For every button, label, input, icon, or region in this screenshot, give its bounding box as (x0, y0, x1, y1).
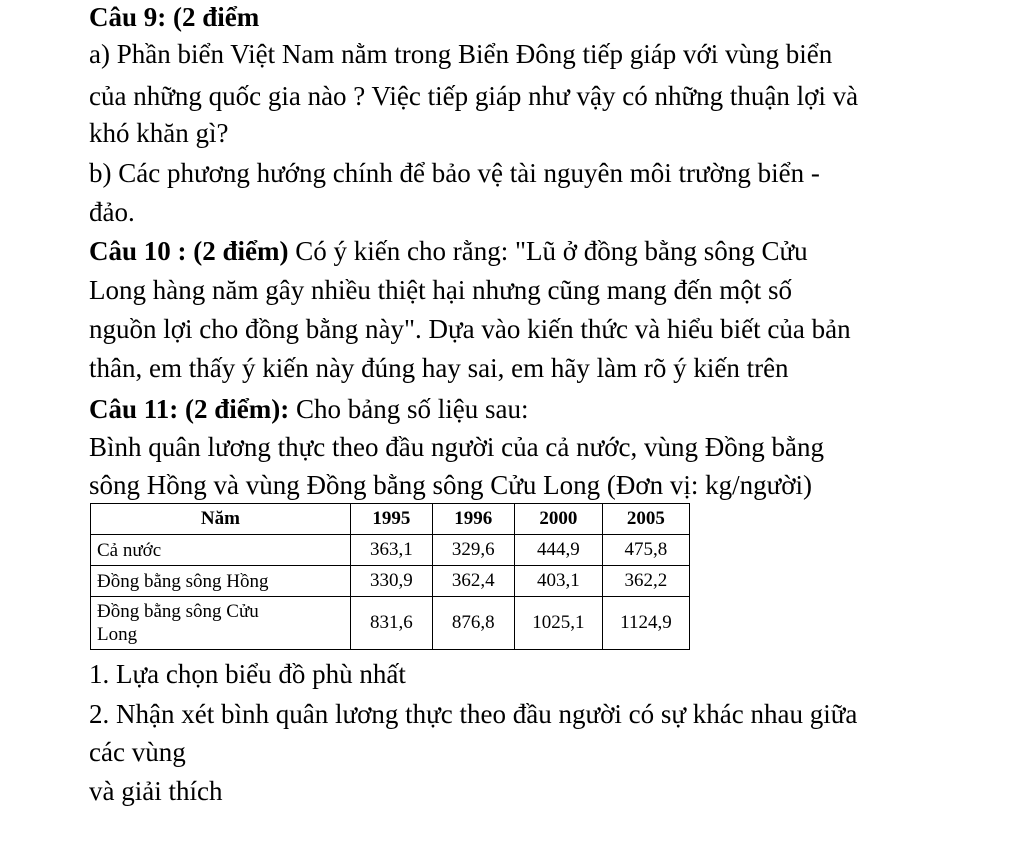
q11-task-2-cont: các vùng (89, 737, 186, 767)
q9-a-line-1: a) Phần biển Việt Nam nằm trong Biển Đông tiếp giáp với vùng biển (89, 39, 833, 69)
q11-caption-line-2: sông Hồng và vùng Đồng bằng sông Cửu Long (Đơn vị: kg/người) (89, 470, 813, 500)
q11-heading: Câu 11: (2 điểm): (89, 394, 290, 424)
row-region: Đồng bằng sông Hồng (91, 566, 351, 597)
q9-b-line-2: đảo. (89, 197, 135, 227)
q11-lead: Cho bảng số liệu sau: (289, 394, 529, 424)
header-1996: 1996 (432, 504, 514, 535)
table-cell: 363,1 (350, 535, 432, 566)
table-cell: 362,2 (602, 566, 689, 597)
table-cell: 1124,9 (602, 597, 689, 650)
table-cell: 330,9 (350, 566, 432, 597)
table-cell: 475,8 (602, 535, 689, 566)
food-per-capita-table (90, 503, 690, 650)
table-cell: 403,1 (514, 566, 602, 597)
header-year: Năm (91, 504, 351, 535)
row-region (91, 597, 351, 650)
q9-heading: Câu 9: (2 điểm (89, 2, 260, 32)
table-cell: 444,9 (514, 535, 602, 566)
header-2005: 2005 (602, 504, 689, 535)
q11-task-2: 2. Nhận xét bình quân lương thực theo đầu người có sự khác nhau giữa (89, 699, 858, 729)
q10-lead: Có ý kiến cho rằng: "Lũ ở đồng bằng sông Cửu (288, 236, 808, 266)
q10-line-4: thân, em thấy ý kiến này đúng hay sai, em hãy làm rõ ý kiến trên (89, 353, 789, 383)
q11-first-line (89, 392, 528, 426)
q10-line-2: Long hàng năm gây nhiều thiệt hại nhưng cũng mang đến một số (89, 275, 793, 305)
table-header-row (91, 504, 690, 535)
row-region: Cả nước (91, 535, 351, 566)
q11-caption-line-1: Bình quân lương thực theo đầu người của cả nước, vùng Đồng bằng (89, 432, 824, 462)
q10-first-line (89, 234, 808, 268)
table-cell: 362,4 (432, 566, 514, 597)
row-region-line-1: Đồng bằng sông Cửu (97, 601, 259, 622)
table-cell: 831,6 (350, 597, 432, 650)
table-row (91, 566, 690, 597)
q10-heading: Câu 10 : (2 điểm) (89, 236, 289, 266)
q11-task-2-end: và giải thích (89, 776, 223, 806)
table-row (91, 597, 690, 650)
table-cell: 1025,1 (514, 597, 602, 650)
header-1995: 1995 (350, 504, 432, 535)
row-region-line-2: Long (97, 624, 138, 645)
q9-a-line-3: khó khăn gì? (89, 118, 229, 148)
q10-line-3: nguồn lợi cho đồng bằng này". Dựa vào kiến thức và hiểu biết của bản (89, 314, 851, 344)
q9-b-line-1: b) Các phương hướng chính để bảo vệ tài nguyên môi trường biển - (89, 158, 820, 188)
header-2000: 2000 (514, 504, 602, 535)
table-cell: 329,6 (432, 535, 514, 566)
table-row (91, 535, 690, 566)
table-cell: 876,8 (432, 597, 514, 650)
q9-a-line-2: của những quốc gia nào ? Việc tiếp giáp như vậy có những thuận lợi và (89, 81, 859, 111)
q11-task-1: 1. Lựa chọn biểu đồ phù nhất (89, 659, 406, 689)
